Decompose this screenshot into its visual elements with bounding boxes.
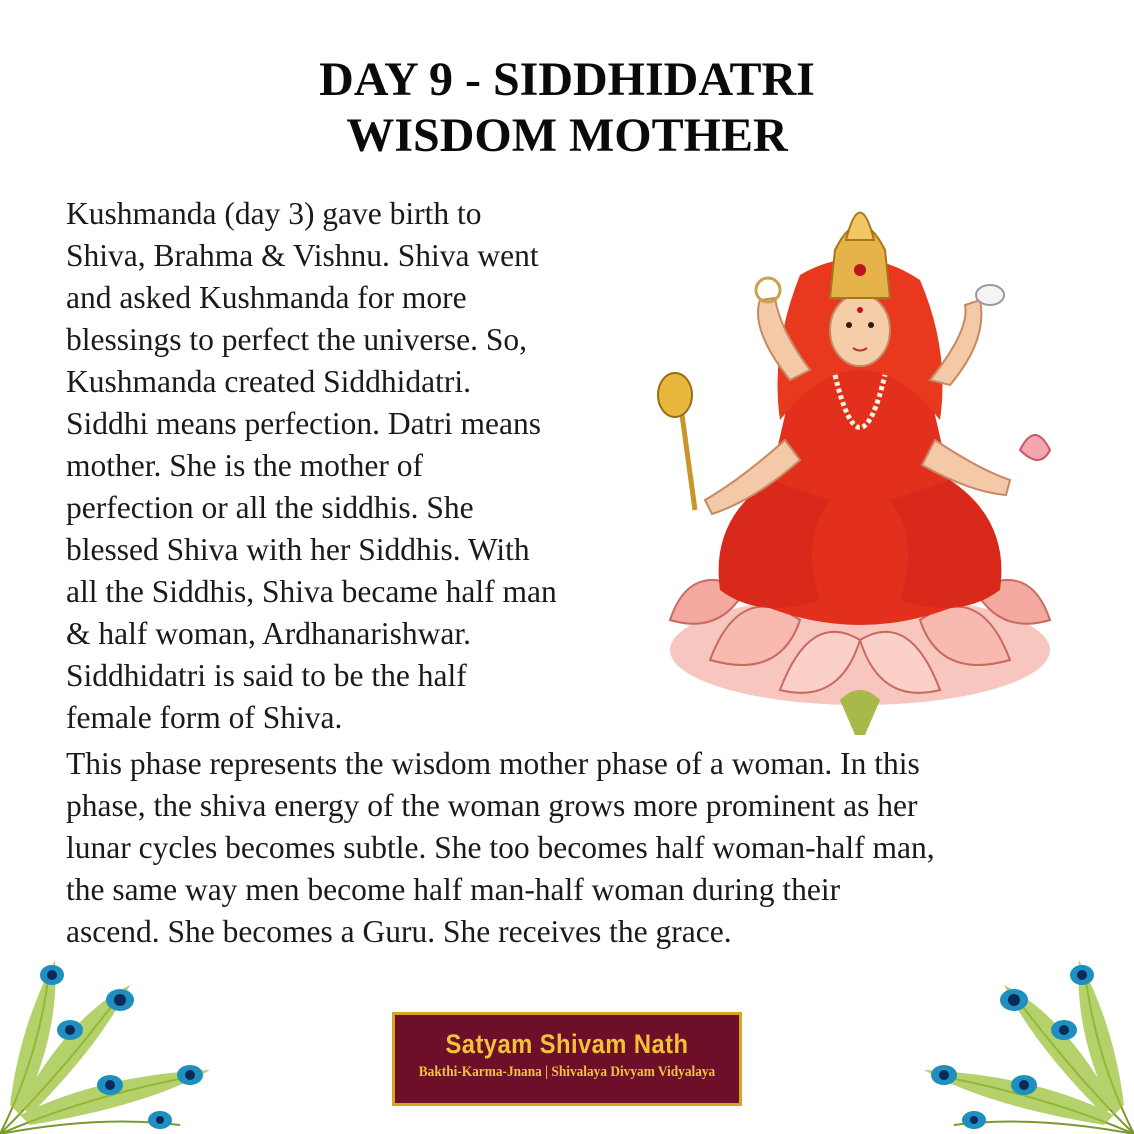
- peacock-feather-right: [919, 955, 1134, 1134]
- text-line: Shiva, Brahma & Vishnu. Shiva went: [66, 238, 539, 273]
- conch: [976, 285, 1004, 305]
- text-line: blessed Shiva with her Siddhis. With: [66, 532, 530, 567]
- brand-logo: [392, 1012, 742, 1106]
- crown: [830, 213, 890, 299]
- peacock-feather-left: [0, 955, 215, 1134]
- goddess-siddhidatri-illustration: [650, 180, 1070, 740]
- text-line: phase, the shiva energy of the woman grows more prominent as her: [66, 788, 918, 823]
- page-title: [0, 52, 1134, 164]
- intro-paragraph: [66, 193, 666, 739]
- text-line: Siddhi means perfection. Datri means: [66, 406, 541, 441]
- text-line: perfection or all the siddhis. She: [66, 490, 474, 525]
- face: [830, 294, 890, 366]
- hand-lotus: [1020, 435, 1050, 460]
- text-line: This phase represents the wisdom mother phase of a woman. In this: [66, 746, 920, 781]
- wisdom-paragraph: [66, 743, 1096, 953]
- title-line-2: WISDOM MOTHER: [346, 109, 788, 162]
- title-line-1: DAY 9 - SIDDHIDATRI: [319, 53, 815, 106]
- text-line: Kushmanda created Siddhidatri.: [66, 364, 472, 399]
- text-line: and asked Kushmanda for more: [66, 280, 467, 315]
- text-line: ascend. She becomes a Guru. She receives the grace.: [66, 914, 732, 949]
- text-line: female form of Shiva.: [66, 700, 343, 735]
- text-line: Kushmanda (day 3) gave birth to: [66, 196, 482, 231]
- text-line: Siddhidatri is said to be the half: [66, 658, 467, 693]
- brand-name: Satyam Shivam Nath: [445, 1029, 689, 1059]
- text-line: the same way men become half man-half woman during their: [66, 872, 841, 907]
- text-line: & half woman, Ardhanarishwar.: [66, 616, 472, 651]
- mace: [658, 373, 695, 510]
- text-line: mother. She is the mother of: [66, 448, 423, 483]
- text-line: all the Siddhis, Shiva became half man: [66, 574, 557, 609]
- text-line: lunar cycles becomes subtle. She too becomes half woman-half man,: [66, 830, 935, 865]
- brand-tagline: Bakthi-Karma-Jnana | Shivalaya Divyam Vidyalaya: [418, 1064, 716, 1080]
- text-line: blessings to perfect the universe. So,: [66, 322, 528, 357]
